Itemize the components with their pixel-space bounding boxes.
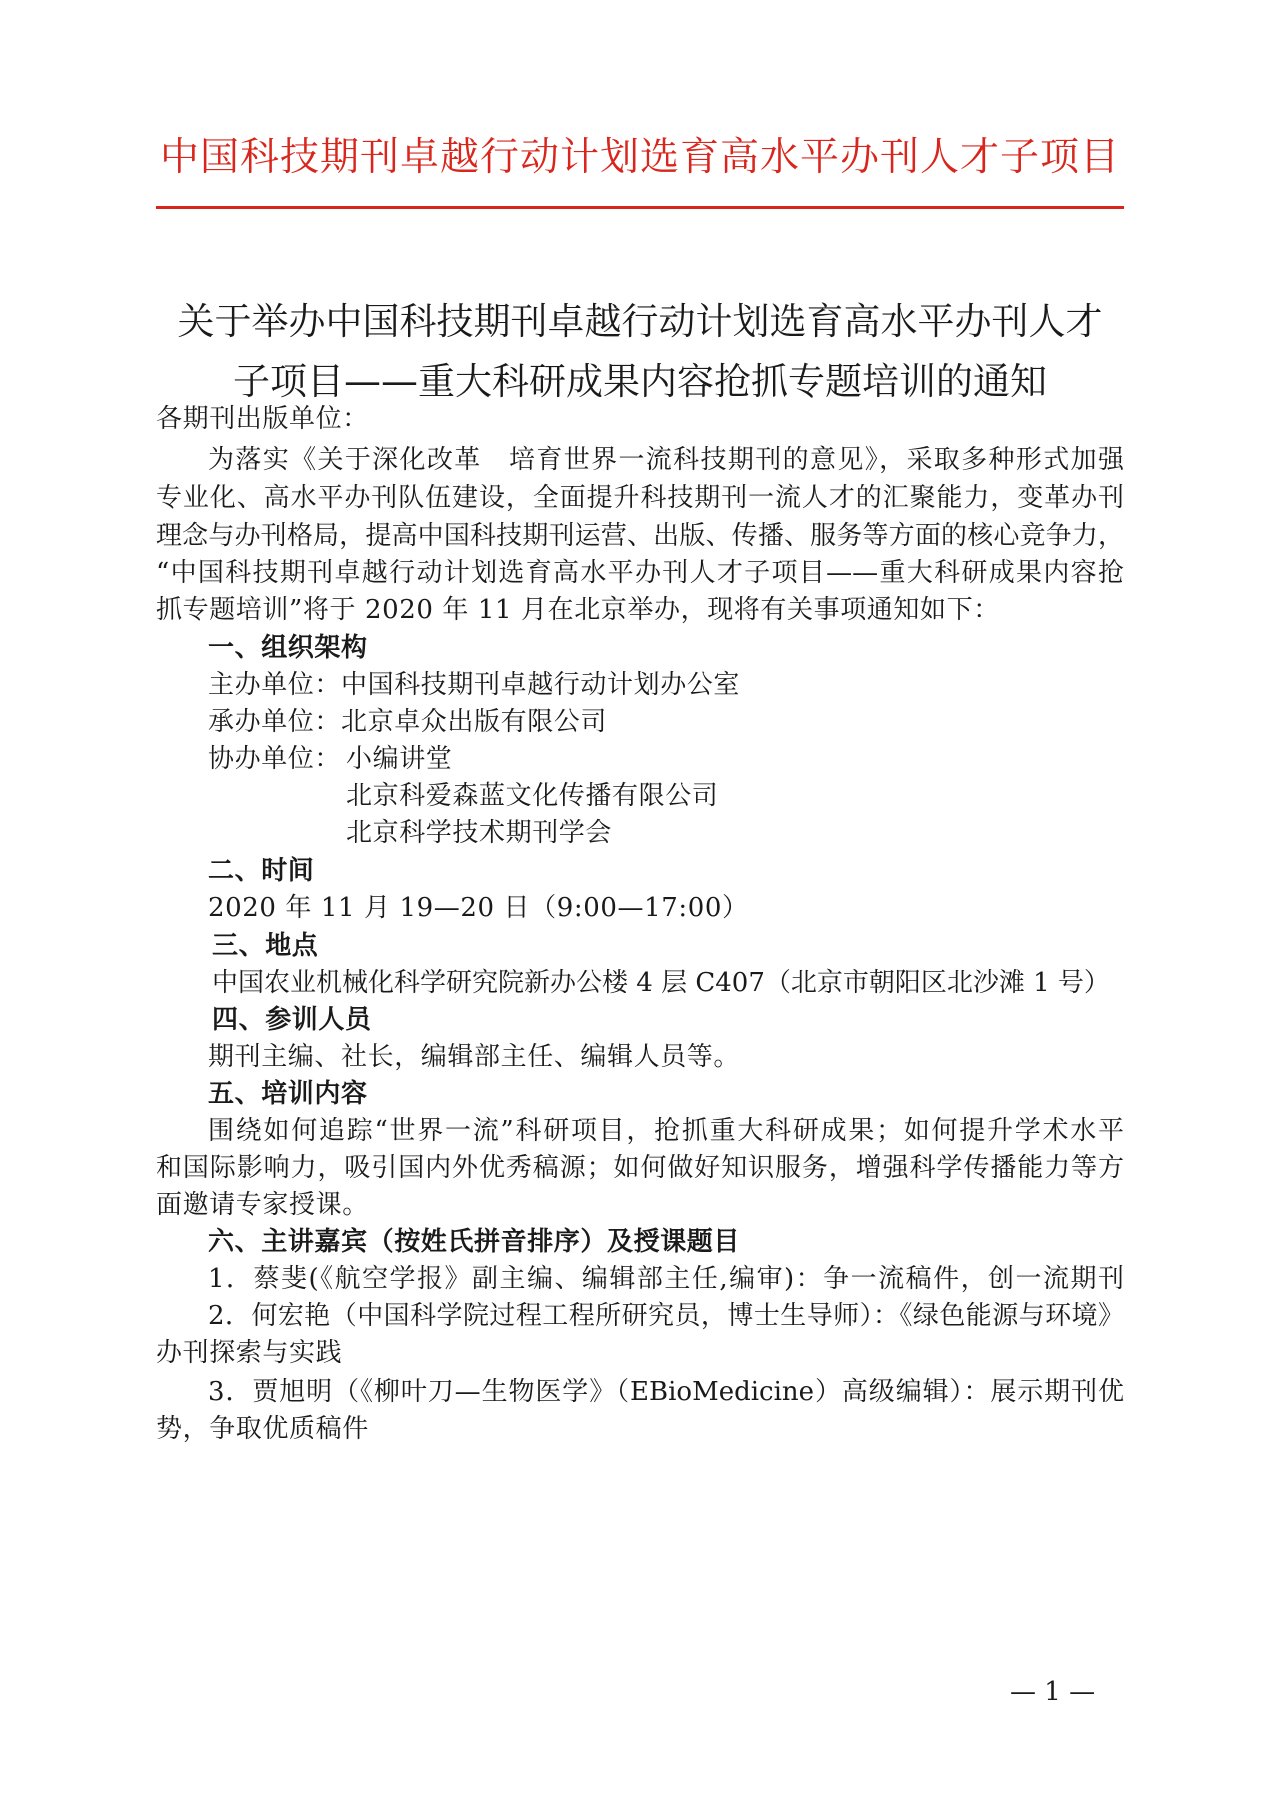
notice-title-line-1: 关于举办中国科技期刊卓越行动计划选育高水平办刊人才: [177, 300, 1103, 343]
organizer-unit: 承办单位：北京卓众出版有限公司: [208, 707, 608, 737]
section-6-heading: 六、主讲嘉宾（按姓氏拼音排序）及授课题目: [208, 1227, 741, 1257]
section-4-heading: 四、参训人员: [212, 1005, 372, 1035]
notice-title: [0, 292, 1280, 412]
section-3-heading: 三、地点: [212, 931, 319, 961]
content-line-3: 面邀请专家授课。: [156, 1190, 369, 1220]
intro-line-4: “中国科技期刊卓越行动计划选育高水平办刊人才子项目——重大科研成果内容抢: [156, 558, 1124, 588]
masthead-title: 中国科技期刊卓越行动计划选育高水平办刊人才子项目: [159, 135, 1120, 180]
co-organizer-1: 小编讲堂: [346, 744, 453, 774]
co-organizer-2: 北京科爱森蓝文化传播有限公司: [346, 781, 719, 811]
section-1-heading: 一、组织架构: [208, 633, 368, 663]
participants: 期刊主编、社长，编辑部主任、编辑人员等。: [208, 1042, 741, 1072]
co-organizer-3: 北京科学技术期刊学会: [346, 818, 613, 848]
section-5-heading: 五、培训内容: [208, 1079, 368, 1109]
masthead-red-rule: [156, 206, 1124, 209]
intro-line-5: 抓专题培训”将于 2020 年 11 月在北京举办，现将有关事项通知如下：: [156, 595, 1000, 625]
speaker-3-line-1: 3．贾旭明（《柳叶刀—生物医学》（EBioMedicine）高级编辑）：展示期刊优: [208, 1377, 1124, 1407]
speaker-2-line-2: 办刊探索与实践: [156, 1338, 343, 1368]
speaker-1: 1．蔡斐(《航空学报》副主编、编辑部主任,编审)：争一流稿件，创一流期刊: [208, 1264, 1124, 1294]
page-number: — 1 —: [1010, 1677, 1096, 1707]
salutation: 各期刊出版单位：: [156, 404, 369, 434]
training-location: 中国农业机械化科学研究院新办公楼 4 层 C407（北京市朝阳区北沙滩 1 号）: [212, 968, 1110, 998]
content-line-1: 围绕如何追踪“世界一流”科研项目，抢抓重大科研成果；如何提升学术水平: [208, 1116, 1124, 1146]
co-organizer-label: 协办单位：: [208, 744, 342, 774]
content-line-2: 和国际影响力，吸引国内外优秀稿源；如何做好知识服务，增强科学传播能力等方: [156, 1153, 1124, 1183]
notice-title-line-2: 子项目——重大科研成果内容抢抓专题培训的通知: [233, 360, 1047, 403]
speaker-2-line-1: 2．何宏艳（中国科学院过程工程所研究员，博士生导师）：《绿色能源与环境》: [208, 1301, 1124, 1331]
intro-line-1: 为落实《关于深化改革 培育世界一流科技期刊的意见》，采取多种形式加强: [208, 445, 1124, 475]
intro-line-2: 专业化、高水平办刊队伍建设，全面提升科技期刊一流人才的汇聚能力，变革办刊: [156, 483, 1124, 513]
training-time: 2020 年 11 月 19—20 日（9:00—17:00）: [208, 893, 749, 923]
intro-line-3: 理念与办刊格局，提高中国科技期刊运营、出版、传播、服务等方面的核心竞争力，: [156, 521, 1124, 551]
section-2-heading: 二、时间: [208, 856, 315, 886]
speaker-3-line-2: 势，争取优质稿件: [156, 1414, 369, 1444]
host-unit: 主办单位：中国科技期刊卓越行动计划办公室: [208, 670, 741, 700]
